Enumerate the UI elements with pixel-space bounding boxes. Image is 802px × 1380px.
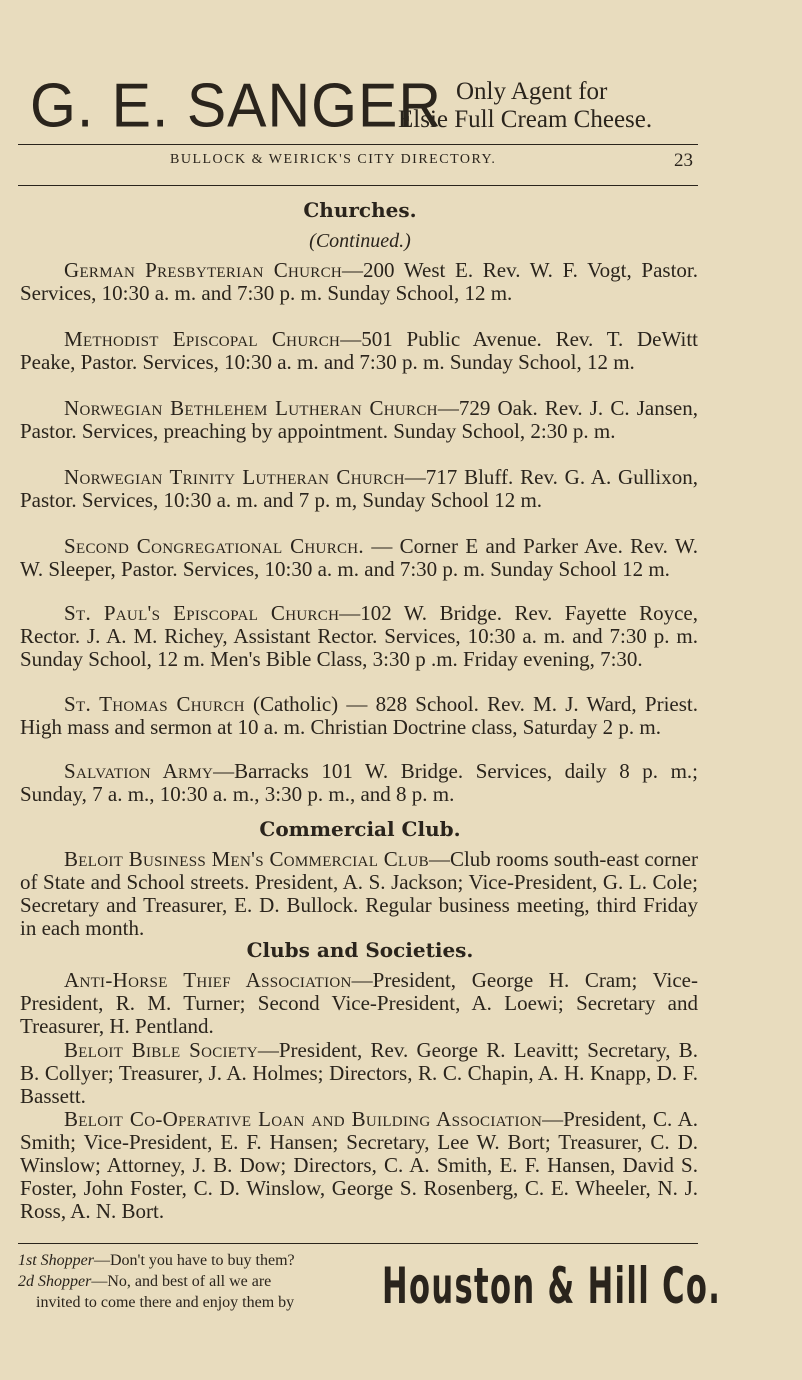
entry-name: Beloit Business Men's Commercial Club — [64, 847, 429, 871]
ad-dialogue-text: —No, and best of all we are — [91, 1273, 272, 1290]
header-rule-bottom — [18, 185, 698, 186]
entry-name: Anti-Horse Thief Association — [64, 968, 352, 992]
section-heading-clubs: Clubs and Societies. — [246, 938, 474, 962]
entry-name: St. Paul's Episcopal Church — [64, 601, 340, 625]
section-heading-commercial: Commercial Club. — [259, 817, 461, 841]
entry-text: —Barracks 101 W. Bridge. Services, daily 8 p. m.; Sunday, 7 a. m., 10:30 a. m., 3:30 p. m., and 8 p. m. — [20, 759, 698, 806]
entry-text: —717 Bluff. Rev. G. A. Gullixon, Pastor. Services, 10:30 a. m. and 7 p. m, Sunday School 12 m. — [20, 465, 698, 512]
advertiser-company: Houston & Hill Co. — [382, 1257, 722, 1315]
entry-text: (Catholic) — 828 School. Rev. M. J. Ward, Priest. High mass and sermon at 10 a. m. Christian Doctrine class, Saturday 2 p. m. — [20, 692, 698, 739]
houston-hill-advertisement — [18, 1250, 722, 1320]
sanger-advertisement — [18, 72, 698, 142]
entry-text: —Club rooms south-east corner of State and School streets. President, A. S. Jackson; Vice-President, G. L. Cole; Secretary and Treasurer, E. D. Bullock. Regular business meeting, third Friday in each month. — [20, 847, 698, 940]
advertisement-line-1: Only Agent for — [456, 78, 608, 105]
running-head: BULLOCK & WEIRICK'S CITY DIRECTORY. — [170, 152, 497, 167]
entry-name: German Presbyterian Church — [64, 258, 343, 282]
section-subheading-continued: (Continued.) — [309, 230, 411, 252]
ad-dialogue-text: —Don't you have to buy them? — [94, 1252, 295, 1269]
ad-dialogue-line-2 — [18, 1271, 271, 1292]
footer-rule — [18, 1243, 698, 1244]
ad-speaker: 2d Shopper — [18, 1273, 92, 1290]
entry-name: Salvation Army — [64, 759, 214, 783]
ad-speaker: 1st Shopper — [18, 1252, 94, 1269]
entry-text: —729 Oak. Rev. J. C. Jansen, Pastor. Services, preaching by appointment. Sunday School, 2:30 p. m. — [20, 396, 698, 443]
entry-name: St. Thomas Church — [64, 692, 245, 716]
entry-second-congregational — [20, 535, 698, 581]
page-number: 23 — [674, 150, 693, 171]
section-heading-churches: Churches. — [303, 198, 417, 222]
entry-name: Norwegian Bethlehem Lutheran Church — [64, 396, 438, 420]
entry-norwegian-trinity — [20, 466, 698, 512]
entry-text: —President, George H. Cram; Vice-President, R. M. Turner; Second Vice-President, A. Loewi; Secretary and Treasurer, H. Pentland. — [20, 968, 698, 1038]
advertiser-name: G. E. SANGER — [30, 70, 442, 141]
entry-methodist-episcopal — [20, 328, 698, 374]
entry-cooperative-loan — [20, 1108, 698, 1223]
entry-text: —President, Rev. George R. Leavitt; Secretary, B. B. Collyer; Treasurer, J. A. Holmes; Directors, R. C. Chapin, A. H. Knapp, D. F. Bassett. — [20, 1038, 698, 1108]
ad-dialogue-line-3: invited to come there and enjoy them by — [36, 1294, 295, 1311]
entry-norwegian-bethlehem — [20, 397, 698, 443]
header-rule-top — [18, 144, 698, 145]
entry-german-presbyterian — [20, 259, 698, 305]
entry-beloit-business-mens-club — [20, 848, 698, 940]
ad-dialogue-line-1 — [18, 1250, 295, 1271]
entry-name: Methodist Episcopal Church — [64, 327, 341, 351]
entry-name: Second Congregational Church. — [64, 534, 364, 558]
entry-name: Beloit Co-Operative Loan and Building Association — [64, 1107, 543, 1131]
entry-st-pauls-episcopal — [20, 602, 698, 671]
entry-st-thomas — [20, 693, 698, 739]
entry-text: —200 West E. Rev. W. F. Vogt, Pastor. Services, 10:30 a. m. and 7:30 p. m. Sunday School, 12 m. — [20, 258, 698, 305]
entry-beloit-bible-society — [20, 1039, 698, 1108]
entry-salvation-army — [20, 760, 698, 806]
entry-text: —501 Public Avenue. Rev. T. DeWitt Peake, Pastor. Services, 10:30 a. m. and 7:30 p. m. Sunday School, 12 m. — [20, 327, 698, 374]
entry-anti-horse-thief — [20, 969, 698, 1038]
entry-text: —102 W. Bridge. Rev. Fayette Royce, Rector. J. A. M. Richey, Assistant Rector. Services, 10:30 a. m. and 7:30 p. m. Sunday School, 12 m. Men's Bible Class, 3:30 p .m. Friday evening, 7:30. — [20, 601, 698, 671]
entry-name: Beloit Bible Society — [64, 1038, 258, 1062]
entry-text: — Corner E and Parker Ave. Rev. W. W. Sleeper, Pastor. Services, 10:30 a. m. and 7:30 p. m. Sunday School 12 m. — [20, 534, 698, 581]
advertisement-line-2: Elsie Full Cream Cheese. — [398, 106, 653, 133]
entry-text: —President, C. A. Smith; Vice-President, E. F. Hansen; Secretary, Lee W. Bort; Treasurer, C. D. Winslow; Attorney, J. B. Dow; Directors, C. A. Smith, E. F. Hansen, David S. Foster, John Foster, C. D. Winslow, George S. Rosenberg, C. E. Wheeler, N. J. Ross, A. N. Bort. — [20, 1107, 698, 1223]
entry-name: Norwegian Trinity Lutheran Church — [64, 465, 405, 489]
